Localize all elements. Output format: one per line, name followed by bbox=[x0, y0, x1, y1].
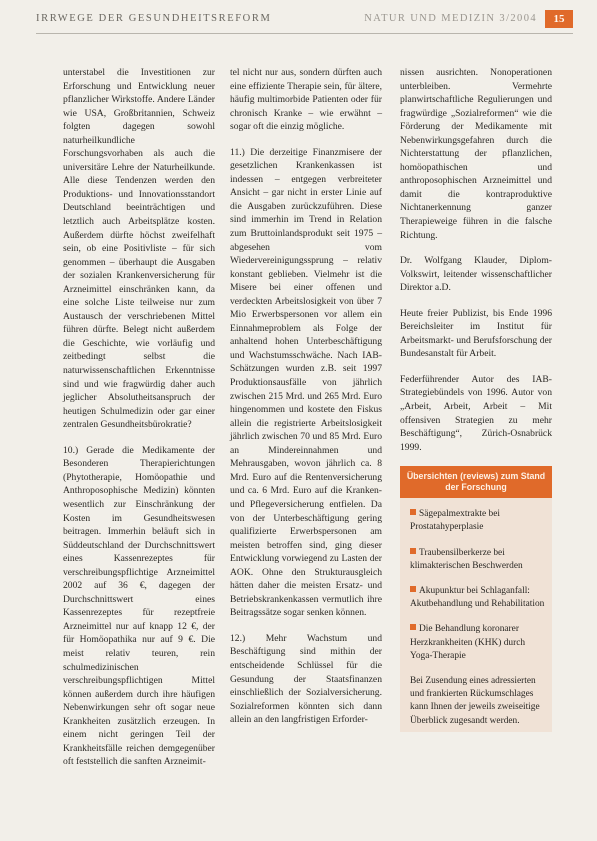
column-1 bbox=[63, 66, 215, 781]
paragraph: tel nicht nur aus, sondern dürften auch eine effiziente Therapie sein, für ältere, häufig multimorbide Patienten oder für chronisch Kranke – wie erwähnt – sogar oft die einzig mögliche. bbox=[230, 67, 382, 133]
reviews-box bbox=[400, 466, 552, 732]
paragraph: 12.) Mehr Wachstum und Beschäftigung sind mithin der entscheidende Schlüssel für die Gesundung der Staatsfinanzen einschließlich der Sozialversicherung. Sozialreformen könnten sich dann allein an den langfristigen Erforder- bbox=[230, 632, 382, 726]
review-item: Die Behandlung koronarer Herzkrankheiten (KHK) durch Yoga-Therapie bbox=[410, 624, 526, 661]
square-bullet-icon bbox=[410, 586, 416, 592]
review-item: Traubensilberkerze bei klimakterischen Beschwerden bbox=[410, 547, 523, 571]
reviews-box-body bbox=[400, 498, 552, 732]
column-2 bbox=[230, 66, 382, 739]
paragraph: nissen ausrichten. Nonoperationen unterbleiben. Vermehrte planwirtschaftliche Regulierungen und fragwürdige „Sozialreformen“ wie die Förderung der Medikamente mit Nebenwirkungsgefahren durch die Nichterstattung der pflanzlichen, homöopathischen und anthroposophischen Arzneimittel und damit die kontraproduktive Nichtanerkennung ganzer Therapieweige führen in die falsche Richtung. bbox=[400, 67, 552, 241]
square-bullet-icon bbox=[410, 548, 416, 554]
review-item: Sägepalmextrakte bei Prostatahyperplasie bbox=[410, 509, 500, 533]
page-header bbox=[36, 10, 573, 30]
page-number: 15 bbox=[545, 10, 573, 28]
reviews-box-note: Bei Zusendung eines adressierten und frankierten Rückumschlages kann Ihnen der jeweils zweiseitige Überblick zugesandt werden. bbox=[410, 676, 540, 726]
reviews-box-title: Übersichten (reviews) zum Stand der Forschung bbox=[400, 466, 552, 498]
paragraph: 11.) Die derzeitige Finanzmisere der gesetzlichen Krankenkassen ist indessen – entgegen verbreiteter Ansicht – gar nicht in erster Linie auf die Ausgaben zurückzuführen. Diese sind immerhin im Trend in Relation zum Bruttoinlandsprodukt seit 1975 – abgesehen vom Wiedervereinigungssprung – relativ konstant geblieben. Vielmehr ist die Misere bei einer offenen und verdeckten Arbeitslosigkeit von über 7 Mio Erwerbspersonen vor allem ein Einnahmeproblem als Folge der anhaltend hohen Unterbeschäftigung und Wachstumsschwäche. Nach IAB-Schätzungen wurden z.B. seit 1997 Produktionsausfälle von jährlich zwischen 215 Mrd. und 265 Mrd. Euro hingenommen und kostete den Fiskus allein die registrierte Arbeitslosigkeit jährlich zwischen 70 und 85 Mrd. Euro an Mindereinnahmen und Mehrausgaben, wovon jährlich ca. 8 Mrd. Euro auf die Rentenversicherung und ca. 6 Mrd. Euro auf die Kranken- und Pflegeversicherung entfielen. Da von der Unterbeschäftigung gering qualifizierte Erwerbspersonen am meisten betroffen sind, ging dieser Entwicklung vorwiegend zu Lasten der AOK. Ohne den Strukturausgleich hätten daher die meisten Ersatz- und Betriebskrankenkassen vermutlich ihre Beitragssätze sogar senken können. bbox=[230, 146, 382, 619]
column-3 bbox=[400, 66, 552, 732]
publication-title: NATUR UND MEDIZIN 3/2004 bbox=[364, 13, 537, 24]
author-publications: Federführender Autor des IAB-Strategiebündels von 1996. Autor von „Arbeit, Arbeit, Arbeit – Mit offensiven Strategien zu mehr Beschäftigung“, Zürich-Osnabrück 1999. bbox=[400, 373, 552, 453]
square-bullet-icon bbox=[410, 624, 416, 630]
square-bullet-icon bbox=[410, 509, 416, 515]
author-name: Dr. Wolfgang Klauder, Diplom-Volkswirt, leitender wissenschaftlicher Direktor a.D. bbox=[400, 255, 552, 294]
review-item: Akupunktur bei Schlaganfall: Akutbehandlung und Rehabilitation bbox=[410, 586, 545, 610]
paragraph: unterstabel die Investitionen zur Erforschung und Entwicklung neuer pflanzlicher Wirkstoffe. Andere Länder wie USA, Großbritannien, Schweiz folgten dagegen sowohl naturheilkundliche Forschungsvorhaben als auch die universitäre Lehre der Naturheilkunde. Alle diese Tendenzen werden den Produktions- und Innovationsstandort Deutschland beeinträchtigen und letztlich auch Arbeitsplätze kosten. Außerdem dürfte höchst zweifelhaft sein, ob eine Positivliste – für sich genommen – überhaupt die Ausgaben der sozialen Krankenversicherung für Arzneimittel einschränken kann, da eine solche Liste teilweise nur zum Austausch der verschriebenen Mittel führen dürfte. Belegt nicht außerdem die Geschichte, wie vorläufig und zeitbedingt selbst die naturwissenschaftlichen Erkenntnisse sind und wie fragwürdig daher auch jeglicher Absolutheitsanspruch der heutigen Schulmedizin oder gar einer zentralen Gesundheitsbürokratie? bbox=[63, 67, 215, 431]
author-bio: Heute freier Publizist, bis Ende 1996 Bereichsleiter im Institut für Arbeitsmarkt- und Berufsforschung der Bundesanstalt für Arbeit. bbox=[400, 307, 552, 360]
header-divider bbox=[36, 33, 573, 34]
paragraph: 10.) Gerade die Medikamente der Besonderen Therapierichtungen (Phytotherapie, Homöopathie und Anthroposophische Medizin) könnten wesentlich zur Einschränkung der Kosten im Gesundheitswesen beitragen. Immerhin beläuft sich in Süddeutschland der Durchschnittswert eines Kassenrezeptes für verschreibungspflichtige Arzneimittel 2002 auf 36 €, dagegen der Durchschnittswert eines Kassenrezeptes für rezeptfreie Arzneimittel nur auf knapp 12 €, der für Homöopathika nur auf 9 €. Die meist relativ teuren, rein schulmedizinischen verschreibungspflichtigen Mittel können außerdem durch ihre häufigen Nebenwirkungen sehr oft sogar neue Krankheiten zusätzlich erzeugen. In einem nicht geringen Teil der Krankheitsfälle reichen demgegenüber oft feststellich die sanften Arzneimit- bbox=[63, 444, 215, 768]
section-title: IRRWEGE DER GESUNDHEITSREFORM bbox=[36, 13, 272, 24]
